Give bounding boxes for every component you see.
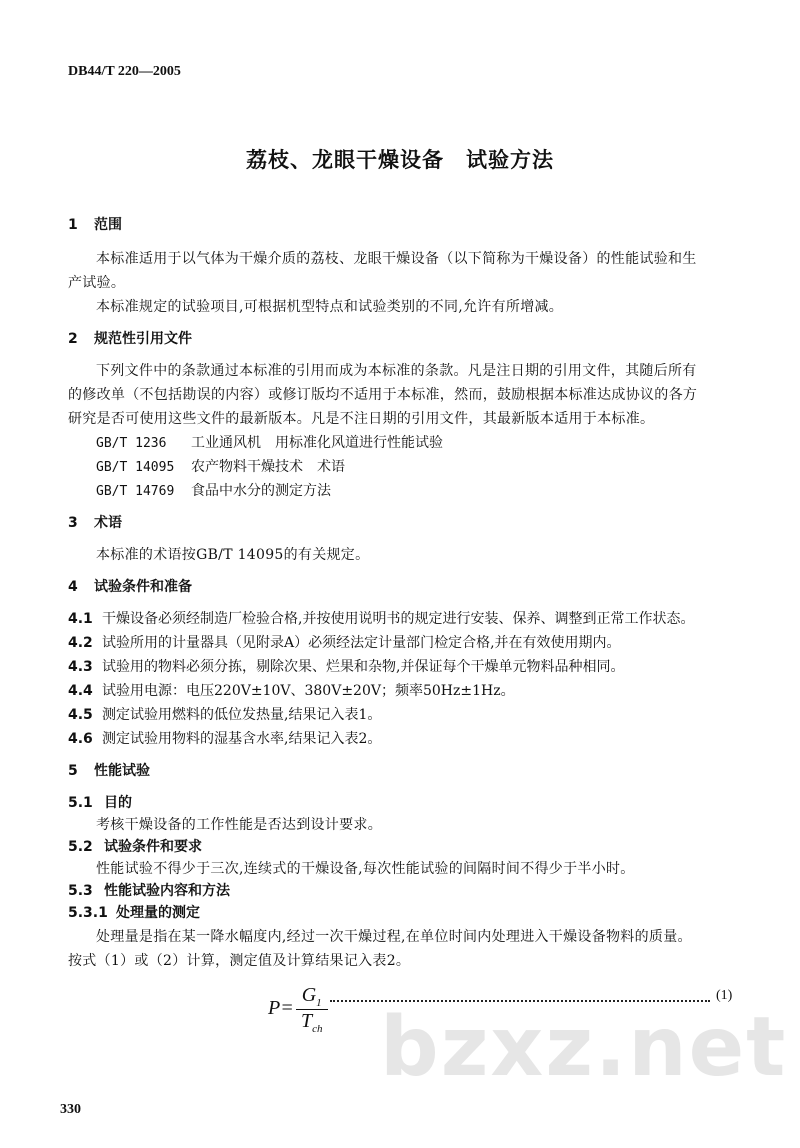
section-title: 规范性引用文件 [94, 331, 192, 347]
section-title: 试验条件和准备 [94, 579, 192, 595]
clause-text: 试验所用的计量器具（见附录A）必须经法定计量部门检定合格,并在有效使用期内。 [102, 635, 621, 651]
section-number: 5 [68, 763, 78, 779]
watermark: bzxz.net [380, 1000, 788, 1095]
section-number: 2 [68, 331, 78, 347]
reference-title: 农产物料干燥技术 术语 [191, 459, 345, 475]
section-3-heading [68, 512, 122, 532]
numerator-subscript: 1 [316, 997, 322, 1009]
clause-number: 4.4 [68, 683, 93, 699]
clause-item [68, 632, 621, 652]
paragraph: 按式（1）或（2）计算，测定值及计算结果记入表2。 [68, 953, 411, 969]
numerator-symbol: G [301, 984, 317, 1006]
paragraph: 的修改单（不包括勘误的内容）或修订版均不适用于本标准，然而，鼓励根据本标准达成协议的各方 [68, 387, 698, 403]
subsection-title: 性能试验内容和方法 [104, 883, 230, 899]
formula-fraction [296, 984, 328, 1035]
clause-text: 试验用的物料必须分拣，剔除次果、烂果和杂物,并保证每个干燥单元物料品种相同。 [102, 659, 625, 675]
section-1-heading [68, 214, 122, 234]
subsection-title: 处理量的测定 [116, 905, 200, 921]
paragraph: 本标准规定的试验项目,可根据机型特点和试验类别的不同,允许有所增减。 [96, 299, 564, 315]
section-title: 范围 [94, 217, 122, 233]
subsection-heading [68, 880, 230, 900]
section-2-heading [68, 328, 192, 348]
clause-number: 4.6 [68, 731, 93, 747]
formula-denominator [296, 1010, 328, 1035]
section-number: 1 [68, 217, 78, 233]
page-number: 330 [60, 1102, 81, 1117]
clause-item [68, 608, 694, 628]
subsection-heading [68, 836, 202, 856]
clause-text: 测定试验用物料的湿基含水率,结果记入表2。 [102, 731, 382, 747]
formula-lhs: P= [268, 997, 294, 1020]
clause-number: 4.5 [68, 707, 93, 723]
equation-number: (1) [716, 988, 733, 1003]
section-title: 性能试验 [94, 763, 150, 779]
reference-item [96, 456, 345, 476]
reference-title: 工业通风机 用标准化风道进行性能试验 [191, 435, 443, 451]
paragraph: 研究是否可使用这些文件的最新版本。凡是不注日期的引用文件，其最新版本适用于本标准。 [68, 411, 655, 427]
paragraph: 本标准的术语按GB/T 14095的有关规定。 [96, 547, 370, 563]
section-number: 3 [68, 515, 78, 531]
reference-item [96, 432, 443, 452]
reference-code: GB/T 1236 [96, 436, 167, 451]
clause-item [68, 680, 515, 700]
paragraph: 下列文件中的条款通过本标准的引用而成为本标准的条款。凡是注日期的引用文件，其随后所有 [96, 363, 697, 379]
paragraph: 本标准适用于以气体为干燥介质的荔枝、龙眼干燥设备（以下简称为干燥设备）的性能试验和生 [96, 251, 697, 267]
subsection-title: 试验条件和要求 [104, 839, 202, 855]
paragraph: 产试验。 [68, 275, 126, 291]
section-number: 4 [68, 579, 78, 595]
subsection-number: 5.2 [68, 839, 93, 855]
document-title: 荔枝、龙眼干燥设备 试验方法 [246, 148, 554, 172]
clause-text: 测定试验用燃料的低位发热量,结果记入表1。 [102, 707, 382, 723]
clause-number: 4.3 [68, 659, 93, 675]
section-title: 术语 [94, 515, 122, 531]
clause-item [68, 656, 624, 676]
subsection-heading [68, 792, 132, 812]
subsection-number: 5.3 [68, 883, 93, 899]
formula-1 [268, 984, 328, 1035]
clause-text: 试验用电源：电压220V±10V、380V±20V；频率50Hz±1Hz。 [102, 683, 515, 699]
subsubsection-heading [68, 902, 200, 922]
section-5-heading [68, 760, 150, 780]
reference-item [96, 480, 331, 500]
subsection-title: 目的 [104, 795, 132, 811]
paragraph: 考核干燥设备的工作性能是否达到设计要求。 [96, 817, 382, 833]
denominator-subscript: ch [312, 1023, 323, 1035]
subsection-number: 5.3.1 [68, 905, 108, 921]
clause-number: 4.1 [68, 611, 93, 627]
clause-item [68, 704, 381, 724]
section-4-heading [68, 576, 192, 596]
clause-text: 干燥设备必须经制造厂检验合格,并按使用说明书的规定进行安装、保养、调整到正常工作状态。 [102, 611, 695, 627]
formula-numerator [296, 984, 328, 1010]
reference-title: 食品中水分的测定方法 [191, 483, 331, 499]
paragraph: 性能试验不得少于三次,连续式的干燥设备,每次性能试验的间隔时间不得少于半小时。 [96, 861, 635, 877]
document-code: DB44/T 220—2005 [68, 64, 181, 79]
paragraph: 处理量是指在某一降水幅度内,经过一次干燥过程,在单位时间内处理进入干燥设备物料的质量。 [96, 929, 692, 945]
clause-number: 4.2 [68, 635, 93, 651]
denominator-symbol: T [300, 1010, 313, 1032]
clause-item [68, 728, 381, 748]
subsection-number: 5.1 [68, 795, 93, 811]
reference-code: GB/T 14769 [96, 484, 175, 499]
reference-code: GB/T 14095 [96, 460, 175, 475]
